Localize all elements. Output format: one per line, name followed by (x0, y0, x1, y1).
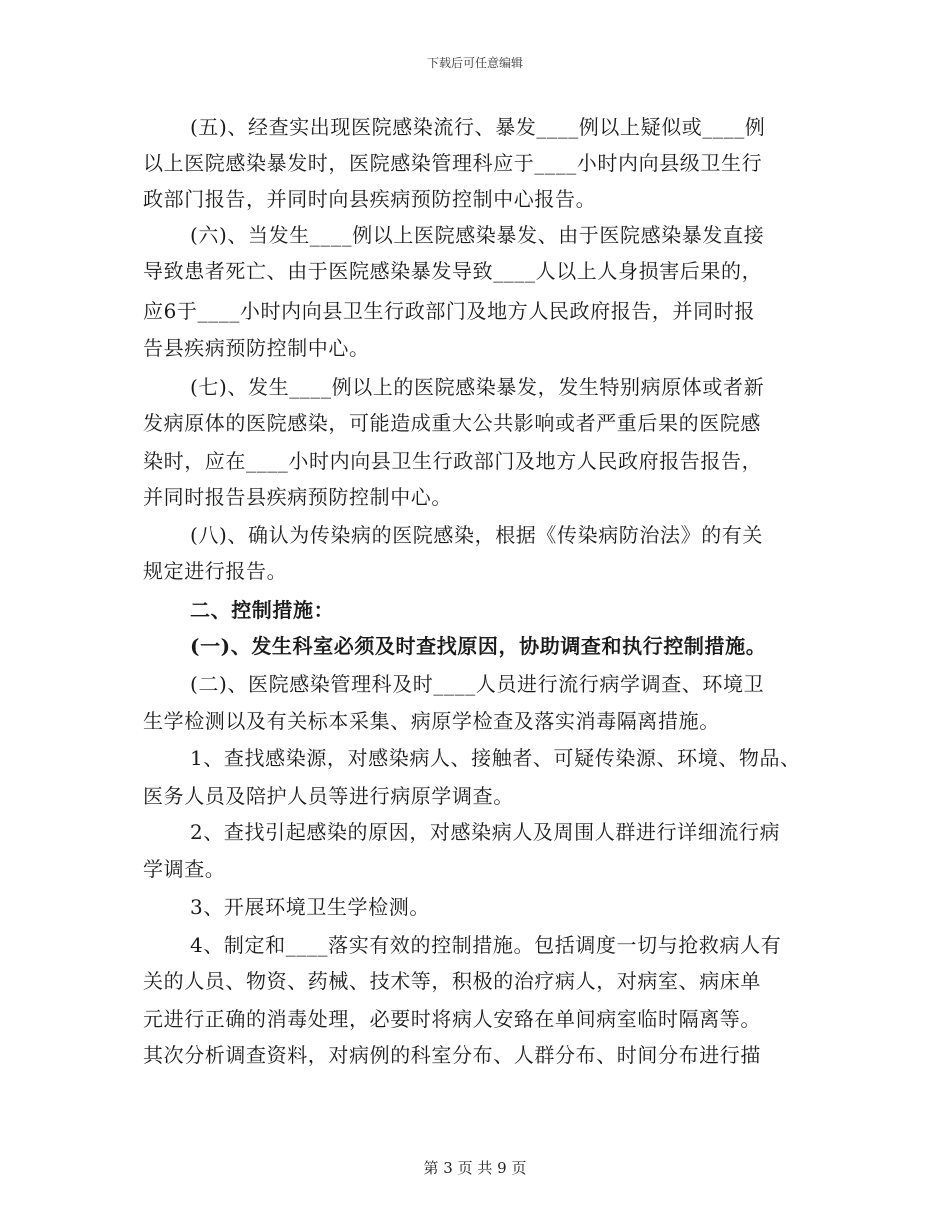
text-line: 元进行正确的消毒处理，必要时将病人安臵在单间病室临时隔离等。 (143, 1007, 761, 1031)
text-line: 2、查找引起感染的原因，对感染病人及周围人群进行详细流行病 (190, 820, 781, 844)
text-line: 其次分析调查资料，对病例的科室分布、人群分布、时间分布进行描 (143, 1043, 761, 1067)
text-line: (六)、当发生____例以上医院感染暴发、由于医院感染暴发直接 (190, 223, 765, 247)
text-line: 生学检测以及有关标本采集、病原学检查及落实消毒隔离措施。 (143, 709, 720, 733)
section-heading: 二、控制措施： (190, 598, 335, 622)
text-line: 关的人员、物资、药械、技术等，积极的治疗病人，对病室、病床单 (143, 969, 761, 993)
text-line: (七)、发生____例以上的医院感染暴发，发生特别病原体或者新 (190, 375, 765, 399)
page-footer: 第 3 页 共 9 页 (423, 1159, 527, 1177)
text-line: 发病原体的医院感染，可能造成重大公共影响或者严重后果的医院感 (143, 411, 761, 435)
text-line: 4、制定和____落实有效的控制措施。包括调度一切与抢救病人有 (190, 933, 782, 957)
text-line: 导致患者死亡、由于医院感染暴发导致____人以上人身损害后果的， (143, 259, 763, 283)
text-line: 政部门报告，并同时向县疾病预防控制中心报告。 (143, 187, 597, 211)
text-line: (五)、经查实出现医院感染流行、暴发____例以上疑似或____例 (190, 115, 766, 139)
text-line: 染时，应在____小时内向县卫生行政部门及地方人民政府报告报告， (143, 449, 763, 473)
text-line: 学调查。 (143, 857, 226, 881)
page-header: 下载后可任意编辑 (426, 56, 523, 70)
text-line: (八)、确认为传染病的医院感染，根据《传染病防治法》的有关 (190, 523, 764, 547)
text-line: 应6于____小时内向县卫生行政部门及地方人民政府报告，并同时报 (143, 299, 755, 323)
text-line: 医务人员及陪护人员等进行病原学调查。 (143, 784, 514, 808)
text-line: 规定进行报告。 (143, 559, 288, 583)
text-line: 3、开展环境卫生学检测。 (190, 895, 430, 919)
text-line: 并同时报告县疾病预防控制中心。 (143, 485, 452, 509)
text-line: 以上医院感染暴发时，医院感染管理科应于____小时内向县级卫生行 (143, 151, 763, 175)
text-line: 告县疾病预防控制中心。 (143, 336, 370, 360)
text-line-bold: (一)、发生科室必须及时查找原因，协助调查和执行控制措施。 (190, 634, 767, 658)
text-line: (二)、医院感染管理科及时____人员进行流行病学调查、环境卫 (190, 672, 765, 696)
text-line: 1、查找感染源，对感染病人、接触者、可疑传染源、环境、物品、 (190, 746, 801, 770)
